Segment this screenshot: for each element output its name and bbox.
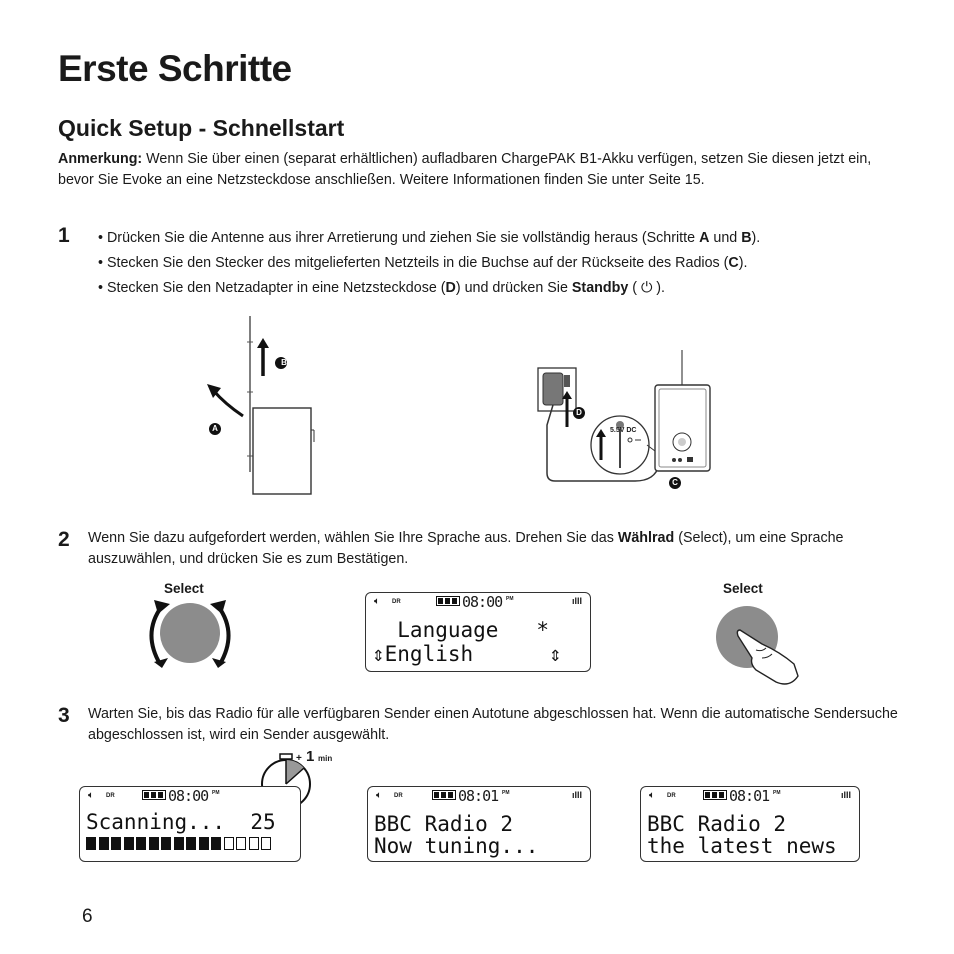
lcd-language xyxy=(365,592,591,672)
battery-cell xyxy=(438,598,443,604)
lcd-status-bar xyxy=(88,787,292,805)
progress-block xyxy=(186,837,196,850)
label-c: C xyxy=(672,478,678,487)
label-b: B xyxy=(281,358,287,367)
select-label-right: Select xyxy=(723,581,763,596)
lcd-line-2: Now tuning... xyxy=(374,834,539,858)
battery-cell xyxy=(151,792,156,798)
step-1-bullets xyxy=(98,226,918,301)
step-3-text: Warten Sie, bis das Radio für alle verfügbaren Sender einen Autotune abgeschlossen hat. Wenn die automatische Sendersuche abgeschlossen ist, wird ein Sender ausgewählt. xyxy=(88,706,898,743)
note-text: Wenn Sie über einen (separat erhältlichen) aufladbaren ChargePAK B1-Akku verfügen, setzen Sie diesen jetzt ein, bevor Sie Evoke an eine Netzsteckdose anschließen. Weitere Informationen finden Sie unter Seite 15. xyxy=(58,151,872,188)
progress-block xyxy=(224,837,234,850)
dc-label: 5.5V DC xyxy=(610,427,637,434)
dr-indicator: DR xyxy=(392,599,401,605)
lcd-pm: PM xyxy=(502,790,510,796)
lcd-status-bar xyxy=(374,593,582,611)
speaker-icon: 🔈︎ xyxy=(374,596,380,607)
step-3-number: 3 xyxy=(58,704,70,727)
battery-cell xyxy=(448,792,453,798)
page-title: Erste Schritte xyxy=(58,48,292,89)
step-1-number: 1 xyxy=(58,224,70,247)
lcd-time: 08:00 xyxy=(462,593,503,611)
signal-icon: ıIII xyxy=(571,596,582,606)
lcd-line-1: Language * xyxy=(372,618,550,642)
progress-block xyxy=(149,837,159,850)
signal-icon: ıIII xyxy=(571,790,582,800)
label-a: A xyxy=(212,424,218,433)
speaker-icon: 🔈︎ xyxy=(649,790,655,801)
bullet-1: • Drücken Sie die Antenne aus ihrer Arretierung und ziehen Sie sie vollständig heraus (Schritte A und B). xyxy=(98,230,761,246)
lcd-time: 08:00 xyxy=(168,787,209,805)
section-title: Quick Setup - Schnellstart xyxy=(58,115,345,141)
lcd-status-bar xyxy=(649,787,851,805)
scan-progress-bar xyxy=(86,837,274,855)
lcd-scanning xyxy=(79,786,301,862)
battery-cell xyxy=(712,792,717,798)
lcd-line-2: ⇕English ⇕ xyxy=(372,642,562,666)
timer-plus: + xyxy=(296,753,302,764)
progress-block xyxy=(99,837,109,850)
dr-indicator: DR xyxy=(667,793,676,799)
lcd-line-1: BBC Radio 2 xyxy=(647,812,787,836)
note-label: Anmerkung: xyxy=(58,151,143,167)
select-label-left: Select xyxy=(164,581,204,596)
lcd-pm: PM xyxy=(773,790,781,796)
speaker-icon: 🔈︎ xyxy=(376,790,382,801)
speaker-icon: 🔈︎ xyxy=(88,790,94,801)
step-2-text: Wenn Sie dazu aufgefordert werden, wählen Sie Ihre Sprache aus. Drehen Sie das Wählrad (Select), um eine Sprache auszuwählen, und drücken Sie es zum Bestätigen. xyxy=(88,530,844,567)
battery-icon xyxy=(432,790,456,800)
bullet-3: • Stecken Sie den Netzadapter in eine Netzsteckdose (D) und drücken Sie Standby ( ⏻ ). xyxy=(98,280,666,296)
battery-icon xyxy=(436,596,460,606)
progress-block xyxy=(86,837,96,850)
lcd-line-1: Scanning... 25 xyxy=(86,810,276,834)
lcd-latest-news xyxy=(640,786,860,862)
lcd-line-1: BBC Radio 2 xyxy=(374,812,514,836)
lcd-pm: PM xyxy=(212,790,220,796)
battery-cell xyxy=(445,598,450,604)
progress-block xyxy=(124,837,134,850)
note-paragraph xyxy=(58,149,903,191)
progress-block xyxy=(111,837,121,850)
lcd-pm: PM xyxy=(506,596,514,602)
battery-cell xyxy=(158,792,163,798)
progress-block xyxy=(136,837,146,850)
battery-cell xyxy=(719,792,724,798)
timer-num: 1 xyxy=(306,748,315,765)
lcd-line-2: the latest news xyxy=(647,834,837,858)
lcd-time: 08:01 xyxy=(458,787,499,805)
progress-block xyxy=(236,837,246,850)
page-number: 6 xyxy=(82,906,93,927)
lcd-status-bar xyxy=(376,787,582,805)
lcd-now-tuning xyxy=(367,786,591,862)
label-d: D xyxy=(576,408,582,417)
select-knob-press xyxy=(710,600,805,690)
dr-indicator: DR xyxy=(394,793,403,799)
dr-indicator: DR xyxy=(106,793,115,799)
step-2-number: 2 xyxy=(58,528,70,551)
battery-icon xyxy=(142,790,166,800)
timer-unit: min xyxy=(318,754,333,763)
antenna-illustration xyxy=(195,312,335,498)
select-knob-rotate xyxy=(140,598,240,668)
power-connection-illustration xyxy=(535,345,725,495)
progress-block xyxy=(174,837,184,850)
progress-block xyxy=(249,837,259,850)
battery-cell xyxy=(434,792,439,798)
battery-cell xyxy=(452,598,457,604)
lcd-time: 08:01 xyxy=(729,787,770,805)
battery-cell xyxy=(144,792,149,798)
progress-block xyxy=(211,837,221,850)
bullet-2: • Stecken Sie den Stecker des mitgelieferten Netzteils in die Buchse auf der Rückseite des Radios (C). xyxy=(98,255,748,271)
progress-block xyxy=(161,837,171,850)
battery-cell xyxy=(441,792,446,798)
battery-icon xyxy=(703,790,727,800)
battery-cell xyxy=(705,792,710,798)
progress-block xyxy=(261,837,271,850)
progress-block xyxy=(199,837,209,850)
signal-icon: ıIII xyxy=(840,790,851,800)
